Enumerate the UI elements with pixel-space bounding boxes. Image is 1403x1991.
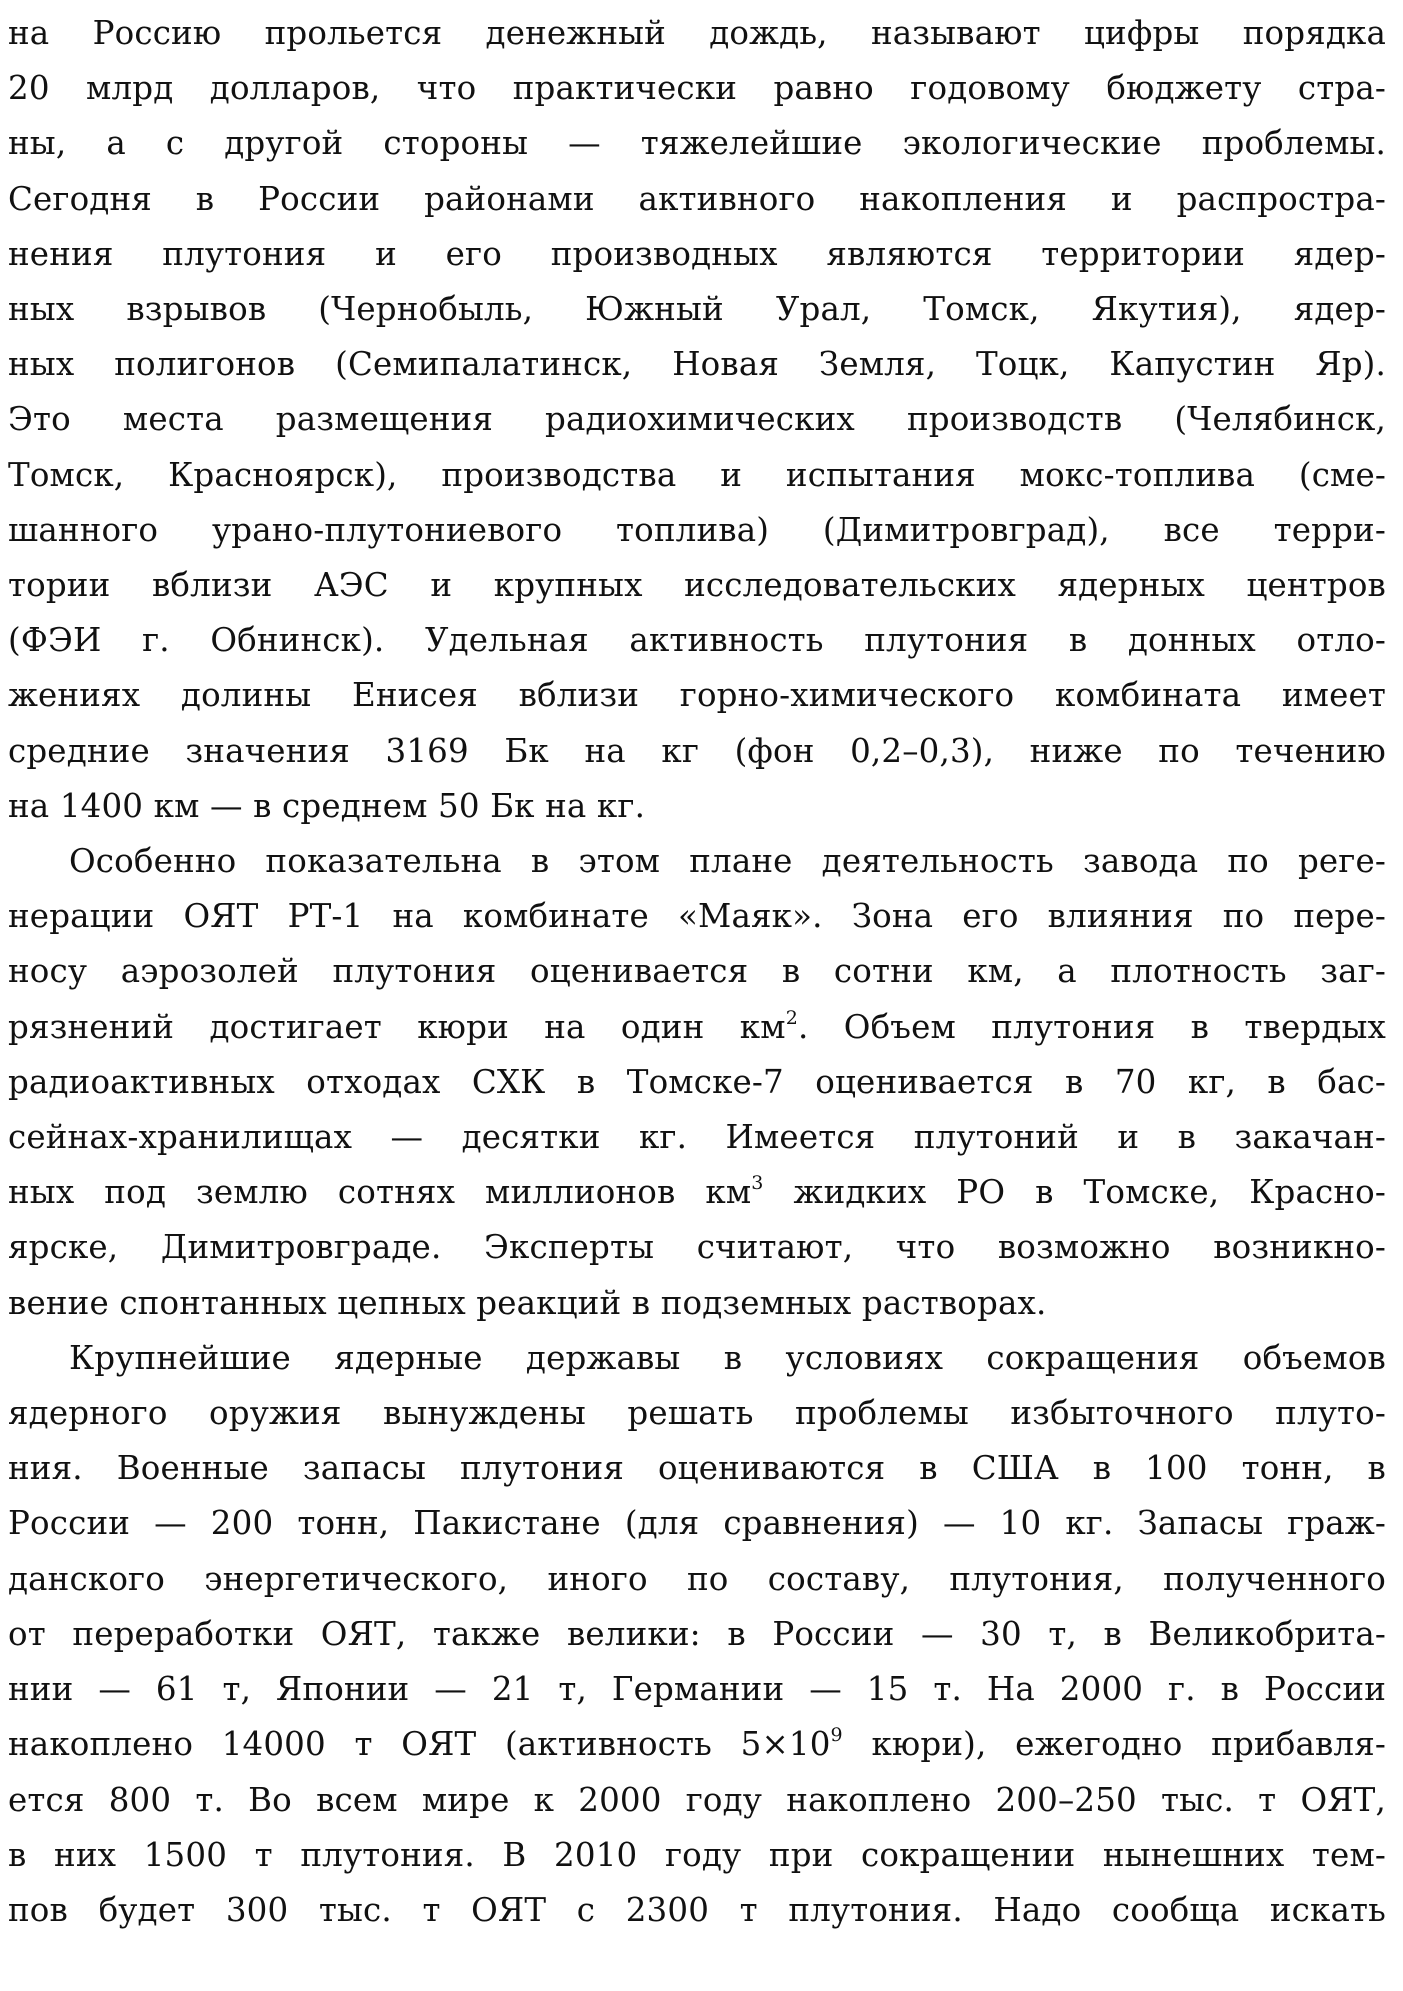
text-line: ных полигонов (Семипалатинск, Новая Земля, Тоцк, Капустин Яр). [8, 345, 1386, 384]
text-line: нерации ОЯТ РТ-1 на комбинате «Маяк». Зона его влияния по пере- [8, 897, 1386, 936]
text-line: ных взрывов (Чернобыль, Южный Урал, Томск, Якутия), ядер- [8, 290, 1386, 329]
text-line-with-sup [8, 1717, 1386, 1772]
paragraph-1 [8, 6, 1386, 834]
text-line: ния. Военные запасы плутония оцениваются в США в 100 тонн, в [8, 1449, 1386, 1488]
paragraph-2 [8, 834, 1386, 1331]
text-fragment: . Объем плутония в твердых [797, 1007, 1387, 1046]
text-line-with-sup [8, 1000, 1386, 1055]
text-line: ядерного оружия вынуждены решать проблемы избыточного плуто- [8, 1394, 1386, 1433]
text-line: ется 800 т. Во всем мире к 2000 году накоплено 200–250 тыс. т ОЯТ, [8, 1780, 1386, 1819]
superscript: 9 [830, 1724, 843, 1747]
text-fragment: ных под землю сотнях миллионов км [8, 1173, 752, 1212]
text-line: нения плутония и его производных являются территории ядер- [8, 234, 1386, 273]
text-line: в них 1500 т плутония. В 2010 году при сокращении нынешних тем- [8, 1835, 1386, 1874]
superscript: 2 [785, 1006, 798, 1029]
text-line: носу аэрозолей плутония оценивается в сотни км, а плотность заг- [8, 952, 1386, 991]
text-line: ярске, Димитровграде. Эксперты считают, что возможно возникно- [8, 1228, 1386, 1267]
text-fragment: кюри), ежегодно прибавля- [842, 1725, 1387, 1764]
text-fragment: жидких РО в Томске, Красно- [763, 1173, 1386, 1212]
text-line: Сегодня в России районами активного накопления и распростра- [8, 179, 1386, 218]
text-line: радиоактивных отходах СХК в Томске-7 оценивается в 70 кг, в бас- [8, 1062, 1386, 1101]
text-line: пов будет 300 тыс. т ОЯТ с 2300 т плутония. Надо сообща искать [8, 1890, 1386, 1929]
text-line: 20 млрд долларов, что практически равно годовому бюджету стра- [8, 69, 1386, 108]
text-line: Это места размещения радиохимических производств (Челябинск, [8, 400, 1386, 439]
text-fragment: накоплено 14000 т ОЯТ (активность 5×10 [8, 1725, 831, 1764]
text-line: на 1400 км — в среднем 50 Бк на кг. [8, 786, 646, 825]
text-line: сейнах-хранилищах — десятки кг. Имеется плутоний и в закачан- [8, 1118, 1386, 1157]
superscript: 3 [751, 1172, 764, 1195]
text-line: данского энергетического, иного по составу, плутония, полученного [8, 1559, 1386, 1598]
text-line: нии — 61 т, Японии — 21 т, Германии — 15 т. На 2000 г. в России [8, 1670, 1386, 1709]
text-line: России — 200 тонн, Пакистане (для сравнения) — 10 кг. Запасы граж- [8, 1504, 1386, 1543]
text-line: вение спонтанных цепных реакций в подземных растворах. [8, 1283, 1047, 1322]
text-line: шанного урано-плутониевого топлива) (Димитровград), все терри- [8, 510, 1386, 549]
paragraph-3 [8, 1331, 1386, 1938]
text-line: средние значения 3169 Бк на кг (фон 0,2–0,3), ниже по течению [8, 731, 1386, 770]
text-line: тории вблизи АЭС и крупных исследовательских ядерных центров [8, 566, 1386, 605]
text-line: от переработки ОЯТ, также велики: в России — 30 т, в Великобрита- [8, 1614, 1386, 1653]
text-line: жениях долины Енисея вблизи горно-химического комбината имеет [8, 676, 1386, 715]
text-line-with-sup [8, 1165, 1386, 1220]
text-line: ны, а с другой стороны — тяжелейшие экологические проблемы. [8, 124, 1386, 163]
text-line: Крупнейшие ядерные державы в условиях сокращения объемов [69, 1338, 1386, 1377]
text-fragment: рязнений достигает кюри на один км [8, 1007, 786, 1046]
document-page [8, 6, 1386, 1938]
text-line: Томск, Красноярск), производства и испытания мокс-топлива (сме- [8, 455, 1386, 494]
text-line: на Россию прольется денежный дождь, называют цифры порядка [8, 14, 1386, 52]
text-line: Особенно показательна в этом плане деятельность завода по реге- [69, 842, 1386, 881]
text-line: (ФЭИ г. Обнинск). Удельная активность плутония в донных отло- [8, 621, 1386, 660]
